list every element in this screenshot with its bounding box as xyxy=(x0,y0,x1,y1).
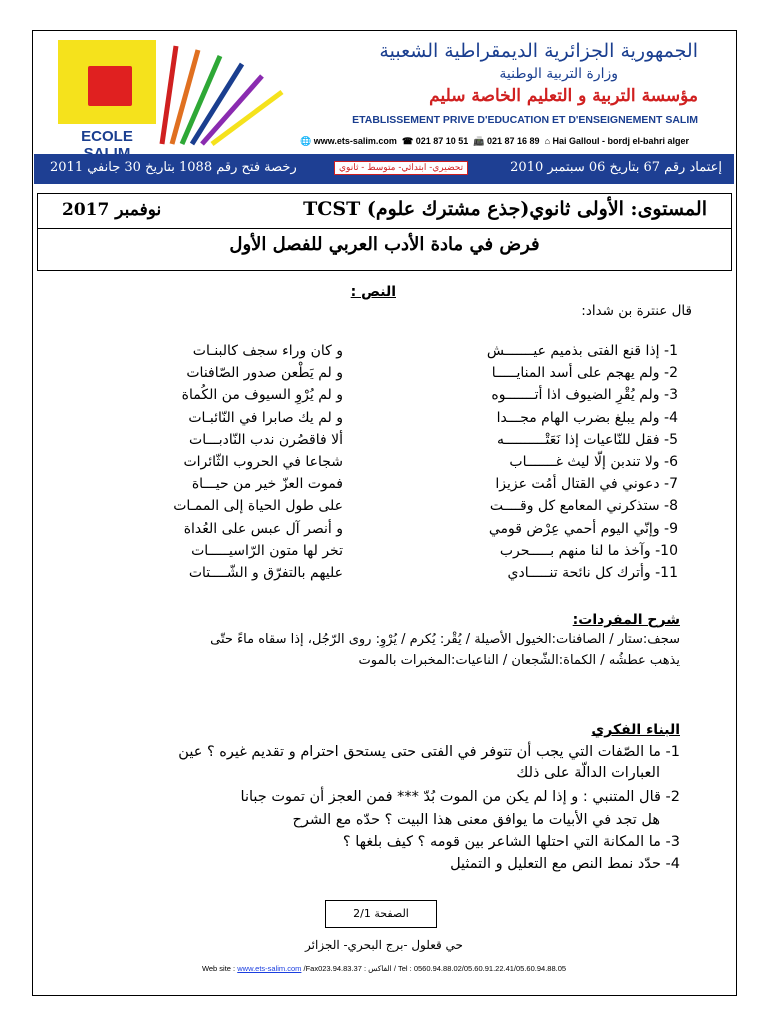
verse-second-hemistich: و لم يَطْعن صدور الصّافنات xyxy=(186,365,343,382)
contact-line xyxy=(300,136,689,147)
footer-website-link[interactable]: www.ets-salim.com xyxy=(237,964,302,973)
question-3: 3- ما المكانة التي احتلها الشاعر بين قومه ؟ كيف بلغها ؟ xyxy=(342,834,680,850)
fax-text: 021 87 16 89 xyxy=(487,136,540,146)
footer-web-label: Web site : xyxy=(201,964,238,973)
phone-icon: ☎ xyxy=(401,136,414,146)
question-1-cont: العبارات الدالّة على ذلك xyxy=(516,765,660,781)
question-4: 4- حدّد نمط النص مع التعليل و التمثيل xyxy=(450,856,680,872)
verse-first-hemistich: 7- دعوني في القتال أمُت عزيزا xyxy=(495,476,678,493)
question-2: 2- قال المتنبي : و إذا لم يكن من الموت بُدّ *** فمن العجز أن تموت جبانا xyxy=(240,789,680,805)
verse-second-hemistich: و كان وراء سجف كالبنـات xyxy=(192,343,343,359)
levels-badge: تحضيري- ابتدائي- متوسط - ثانوي xyxy=(334,161,468,175)
republic-name: الجمهورية الجزائرية الديمقراطية الشعبية xyxy=(379,40,698,62)
questions-heading: البناء الفكري xyxy=(591,722,680,738)
fax-icon: 📠 xyxy=(473,136,485,146)
verse-second-hemistich: تخر لها متون الرّاسيـــــات xyxy=(191,542,343,559)
verse-first-hemistich: 9- وإنّي اليوم أحمي عِرْض قومي xyxy=(488,520,678,537)
license-text: رخصة فتح رقم 1088 بتاريخ 30 جانفي 2011 xyxy=(50,160,297,175)
vocab-heading: شرح المفردات: xyxy=(572,612,680,628)
accreditation-text: إعتماد رقم 67 بتاريخ 06 سبتمبر 2010 xyxy=(510,160,722,175)
institution-name-fr: ETABLISSEMENT PRIVE D'EDUCATION ET D'ENSEIGNEMENT SALIM xyxy=(352,114,698,126)
verse-first-hemistich: 3- ولم يُقْرِ الضيوف اذا أتـــــــوه xyxy=(491,387,678,404)
poet-intro: قال عنترة بن شداد: xyxy=(581,303,692,319)
verse-first-hemistich: 11- وأترك كل نائحة تنـــــادي xyxy=(507,565,678,581)
verse-first-hemistich: 6- ولا تندبن إلّا ليث غـــــــاب xyxy=(509,454,678,470)
exam-info-box xyxy=(37,193,732,271)
question-1: 1- ما الصّفات التي يجب أن تتوفر في الفتى حتى يستحق احترام و تقديم غيره ؟ عين xyxy=(178,744,680,760)
verse-first-hemistich: 2- ولم يهجم على أسد المنايـــــا xyxy=(491,365,678,382)
verse-second-hemistich: على طول الحياة إلى الممـات xyxy=(173,498,343,515)
footer-contacts xyxy=(0,964,768,973)
verse-first-hemistich: 10- وآخذ ما لنا منهم بـــــحرب xyxy=(499,542,678,559)
verse-second-hemistich: و لم يُرْوِ السيوف من الكُماة xyxy=(181,387,343,404)
footer-phone-fax: /Fax023.94.83.37 : الفاكس / Tel : 0560.94.88.02/05.60.91.22.41/05.60.94.88.05 xyxy=(301,964,567,973)
exam-title: فرض في مادة الأدب العربي للفصل الأول xyxy=(229,234,540,255)
address-fr-text: Hai Galloul - bordj el-bahri alger xyxy=(552,136,690,146)
school-logo xyxy=(58,40,156,150)
verse-first-hemistich: 4- ولم يبلغ بضرب الهام مجـــدا xyxy=(496,409,678,426)
footer-address: حي قعلول -برج البحري- الجزائر xyxy=(305,938,463,952)
verse-second-hemistich: و لم يك صابرا في النّائبـات xyxy=(188,409,343,426)
exam-date: نوفمبر 2017 xyxy=(62,200,162,220)
verse-second-hemistich: و أنصر آل عبس على العُداة xyxy=(183,520,343,537)
verse-first-hemistich: 8- ستذكرني المعامع كل وقــــت xyxy=(489,498,678,515)
verse-first-hemistich: 5- فقل للنّاعيات إذا نَعَتْــــــــــه xyxy=(497,431,678,448)
institution-name: مؤسسة التربية و التعليم الخاصة سليم xyxy=(429,86,698,106)
vocab-line-2: يذهب عطشُه / الكماة:الشّجعان / الناعيات:المخبرات بالموت xyxy=(358,653,680,668)
vocab-line-1: سجف:ستار / الصافنات:الخيول الأصيلة / يُقْر: يُكرم / يُرْوِ: روى الرّجُل، إذا سقاه ماءً حتّى xyxy=(210,632,680,647)
website-text: www.ets-salim.com xyxy=(313,136,397,146)
globe-icon: 🌐 xyxy=(300,136,312,146)
page-number: الصفحة 2/1 xyxy=(325,900,437,928)
pencils-icon xyxy=(158,40,298,152)
question-2-cont: هل تجد في الأبيات ما يوافق معنى هذا البيت ؟ حدّه مع الشرح xyxy=(292,812,660,828)
exam-level: المستوى: الأولى ثانوي(جذع مشترك علوم) TCST xyxy=(303,198,707,220)
verse-second-hemistich: عليهم بالتفرّق و الشّــــتات xyxy=(188,565,343,581)
logo-text: ECOLE xyxy=(81,128,133,145)
verse-first-hemistich: 1- إذا قنع الفتى بذميم عيـــــــش xyxy=(486,343,678,359)
home-icon: ⌂ xyxy=(544,136,551,146)
verse-second-hemistich: شجاعا في الحروب الثّائرات xyxy=(183,454,343,470)
verse-second-hemistich: ألا فاقصُرن ندب النّادبـــات xyxy=(189,431,343,448)
ministry-name: وزارة التربية الوطنية xyxy=(499,66,618,82)
phone-text: 021 87 10 51 xyxy=(415,136,469,146)
accreditation-band xyxy=(34,154,734,184)
text-heading: النص : xyxy=(350,284,396,300)
verse-second-hemistich: فموت العزّ خير من حيـــاة xyxy=(191,476,343,493)
